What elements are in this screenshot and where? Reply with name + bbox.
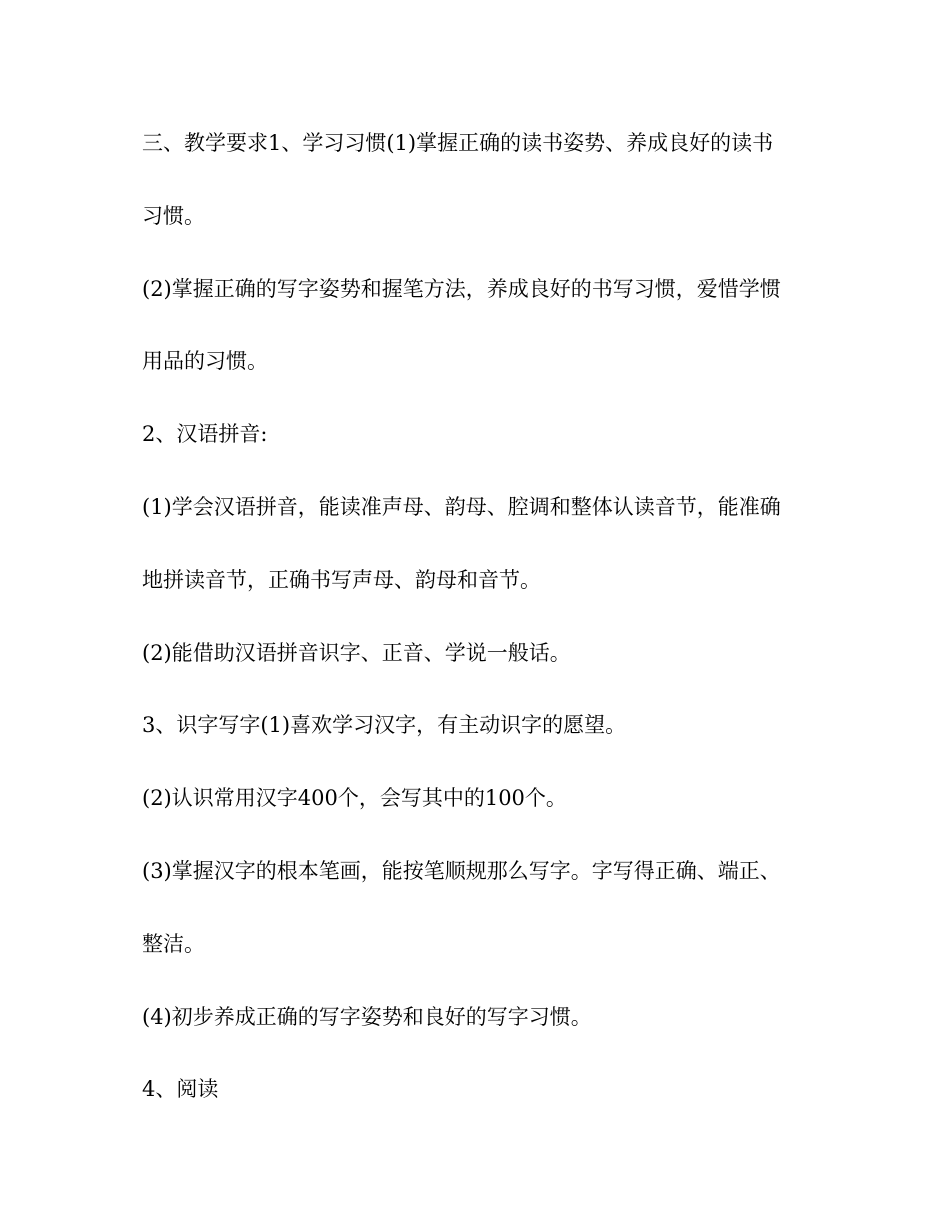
text-line-6: (1)学会汉语拼音，能读准声母、韵母、腔调和整体认读音节，能准确	[142, 494, 781, 519]
text-line-1: 三、教学要求1、学习习惯(1)掌握正确的读书姿势、养成良好的读书	[142, 131, 774, 155]
text-line-11: (3)掌握汉字的根本笔画，能按笔顺规那么写字。字写得正确、端正、	[142, 858, 781, 883]
text-line-4: 用品的习惯。	[142, 349, 268, 374]
text-line-13: (4)初步养成正确的写字姿势和良好的写字习惯。	[142, 1004, 592, 1029]
text-line-14: 4、阅读	[142, 1077, 219, 1102]
text-line-8: (2)能借助汉语拼音识字、正音、学说一般话。	[142, 640, 571, 665]
document-body	[142, 120, 822, 1139]
text-line-9: 3、识字写字(1)喜欢学习汉字，有主动识字的愿望。	[142, 713, 627, 738]
text-line-12: 整洁。	[142, 931, 205, 956]
text-line-2: 习惯。	[142, 203, 205, 228]
text-line-7: 地拼读音节，正确书写声母、韵母和音节。	[142, 567, 541, 592]
text-line-5: 2、汉语拼音:	[142, 422, 268, 447]
text-line-10: (2)认识常用汉字400个，会写其中的100个。	[142, 786, 567, 811]
text-line-3: (2)掌握正确的写字姿势和握笔方法，养成良好的书写习惯，爱惜学惯	[142, 276, 781, 301]
